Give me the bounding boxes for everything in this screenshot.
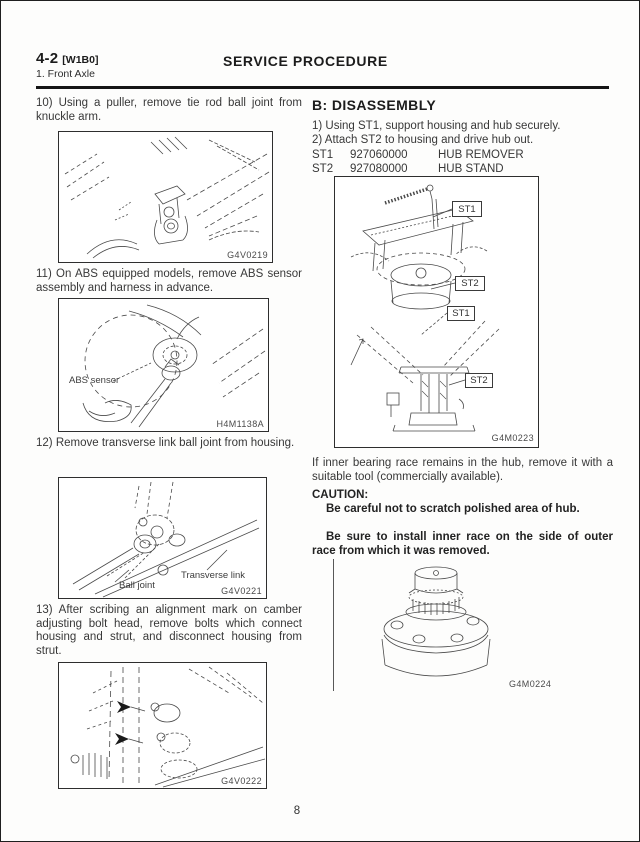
caution-label: CAUTION: (312, 489, 369, 501)
tool-name: HUB REMOVER (438, 149, 524, 161)
step-10-text: 10) Using a puller, remove tie rod ball joint from knuckle arm. (36, 97, 302, 123)
tool-part-number: 927080000 (350, 163, 408, 175)
page-title: SERVICE PROCEDURE (223, 53, 388, 69)
figure-abs-sensor (58, 298, 269, 432)
abs-sensor-label: ABS sensor (69, 375, 120, 386)
figure-caption: H4M1138A (216, 419, 264, 429)
figure-transverse-link (58, 477, 267, 599)
st1-callout: ST1 (447, 306, 475, 321)
figure-hub-remover-stand (334, 176, 539, 448)
page-code: 4-2 (36, 50, 59, 67)
step-11-text: 11) On ABS equipped models, remove ABS sensor assembly and harness in advance. (36, 268, 302, 294)
caution-text-1: Be careful not to scratch polished area of hub. (326, 503, 580, 515)
st2-callout: ST2 (455, 276, 485, 291)
transverse-link-label: Transverse link (181, 570, 246, 581)
st2-callout: ST2 (465, 373, 493, 388)
figure-caption: G4V0219 (227, 250, 268, 260)
disassembly-heading: B: DISASSEMBLY (312, 97, 437, 113)
figure-hub-bearing (333, 559, 611, 691)
step-12-text: 12) Remove transverse link ball joint from housing. (36, 437, 295, 449)
ball-joint-label: Ball joint (119, 580, 155, 591)
tool-row-st1 (312, 148, 613, 162)
hub-bearing-drawing-icon (333, 559, 611, 691)
figure-caption: G4M0224 (509, 679, 552, 689)
disassembly-step-1: 1) Using ST1, support housing and hub securely. (312, 120, 561, 132)
disassembly-step-2: 2) Attach ST2 to housing and drive hub out. (312, 134, 534, 146)
figure-tie-rod-ball-joint (58, 131, 273, 263)
model-code: [W1B0] (62, 54, 99, 66)
st1-callout: ST1 (452, 201, 482, 217)
hub-remover-drawing-icon (335, 177, 538, 447)
tie-rod-drawing-icon (59, 132, 272, 262)
tool-id: ST2 (312, 163, 334, 175)
tool-part-number: 927060000 (350, 149, 408, 161)
figure-housing-strut (58, 662, 267, 789)
section-label: 1. Front Axle (36, 68, 95, 80)
tool-id: ST1 (312, 149, 334, 161)
header-rule (36, 86, 609, 89)
figure-caption: G4V0222 (221, 776, 262, 786)
figure-caption: G4V0221 (221, 586, 262, 596)
page-number: 8 (293, 805, 301, 817)
bearing-race-paragraph: If inner bearing race remains in the hub, remove it with a suitable tool (commercially available). (312, 457, 613, 483)
header-left (36, 50, 98, 80)
figure-caption: G4M0223 (491, 433, 534, 443)
abs-sensor-drawing-icon (59, 299, 268, 431)
step-13-text: 13) After scribing an alignment mark on camber adjusting bolt head, remove bolts which connect housing and strut, and disconnect housing from strut. (36, 604, 302, 657)
tool-name: HUB STAND (438, 163, 504, 175)
caution-text-2: Be sure to install inner race on the side of outer race from which it was removed. (312, 531, 613, 557)
tool-row-st2 (312, 162, 613, 176)
housing-strut-drawing-icon (59, 663, 266, 788)
